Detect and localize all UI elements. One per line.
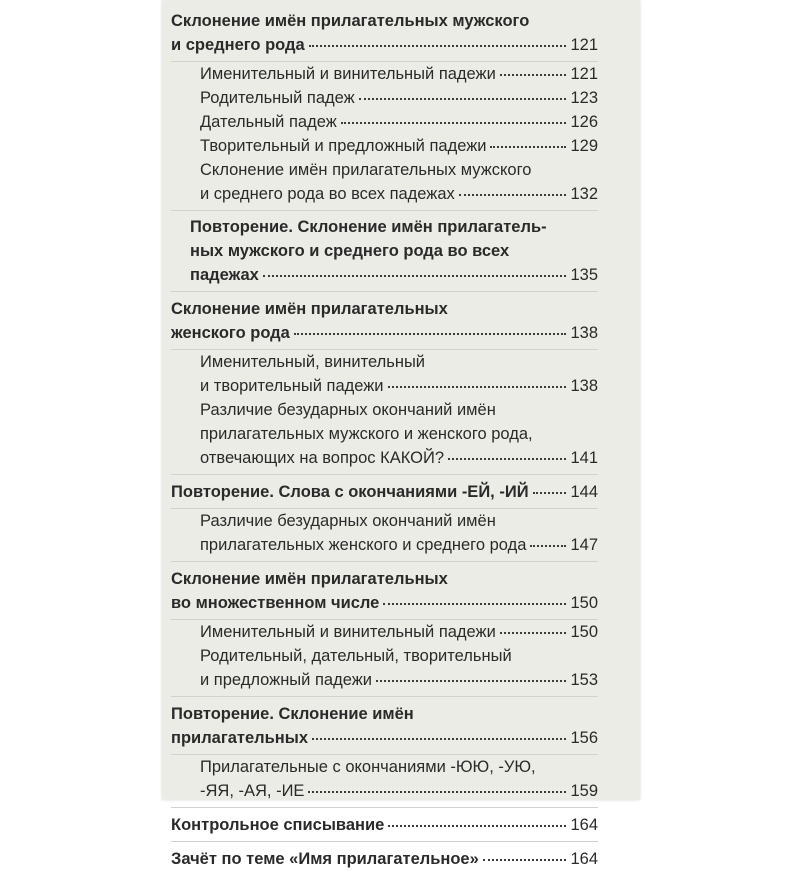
dot-leader xyxy=(490,146,566,148)
toc-entry-text: прилагательных мужского и женского рода, xyxy=(200,425,533,443)
toc-entry-text: и творительный падежи xyxy=(200,377,384,395)
dot-leader xyxy=(448,458,566,460)
toc-entry-text: и предложный падежи xyxy=(200,671,372,689)
dot-leader xyxy=(359,98,566,100)
toc-entry-text: Склонение имён прилагательных xyxy=(171,570,448,588)
dot-leader xyxy=(294,333,566,335)
dot-leader xyxy=(263,275,566,277)
toc-entry xyxy=(171,620,598,644)
page-number: 121 xyxy=(570,36,598,54)
toc-entry-text: Повторение. Склонение имён xyxy=(171,705,414,723)
dot-leader xyxy=(530,545,566,547)
toc-entry-text: падежах xyxy=(190,266,259,284)
toc-entry-text: и среднего рода xyxy=(171,36,305,54)
toc-entry-text: прилагательных женского и среднего рода xyxy=(200,536,527,554)
dot-leader xyxy=(388,825,566,827)
toc-entry-text: Повторение. Слова с окончаниями -ЕЙ, -ИЙ xyxy=(171,483,529,501)
toc-entry-text: отвечающих на вопрос КАКОЙ? xyxy=(200,449,445,467)
dot-leader xyxy=(309,45,566,47)
page-number: 123 xyxy=(570,89,598,107)
page-number: 156 xyxy=(570,729,598,747)
toc-entry-text: Родительный падеж xyxy=(200,89,355,107)
page-number: 150 xyxy=(570,594,598,612)
page-number: 132 xyxy=(570,185,598,203)
toc-entry-text: Склонение имён прилагательных мужского xyxy=(200,161,532,179)
page-number: 138 xyxy=(570,324,598,342)
page-number: 164 xyxy=(570,850,598,868)
page-number: 138 xyxy=(570,377,598,395)
page-number: 126 xyxy=(570,113,598,131)
toc-entry xyxy=(171,9,598,57)
toc-entry-text: Склонение имён прилагательных xyxy=(171,300,448,318)
dot-leader xyxy=(341,122,566,124)
toc-entry-text: женского рода xyxy=(171,324,290,342)
toc-entry xyxy=(171,755,598,803)
dot-leader xyxy=(500,74,566,76)
page-number: 121 xyxy=(570,65,598,83)
toc-entry-text: Зачёт по теме «Имя прилагательное» xyxy=(171,850,479,868)
toc-entry-text: Именительный и винительный падежи xyxy=(200,65,496,83)
toc-entry-text: во множественном числе xyxy=(171,594,380,612)
dot-leader xyxy=(308,791,566,793)
toc-entry xyxy=(171,702,598,750)
toc-entry-text: Контрольное списывание xyxy=(171,816,385,834)
page-number: 135 xyxy=(570,266,598,284)
divider xyxy=(171,561,598,562)
page-number: 150 xyxy=(570,623,598,641)
toc-entry-text: -ЯЯ, -АЯ, -ИЕ xyxy=(200,782,305,800)
toc-entry-text: Родительный, дательный, творительный xyxy=(200,647,512,665)
toc-entry xyxy=(171,134,598,158)
toc-entry-text: Повторение. Склонение имён прилагатель- xyxy=(190,218,547,236)
page-number: 164 xyxy=(570,816,598,834)
page-number: 153 xyxy=(570,671,598,689)
dot-leader xyxy=(533,492,566,494)
toc-entry-text: Различие безударных окончаний имён xyxy=(200,512,496,530)
dot-leader xyxy=(383,603,566,605)
page-number: 141 xyxy=(570,449,598,467)
toc-entry xyxy=(171,215,598,287)
divider xyxy=(171,696,598,697)
toc-entry-text: Различие безударных окончаний имён xyxy=(200,401,496,419)
toc-entry xyxy=(171,110,598,134)
toc-entry xyxy=(171,86,598,110)
toc-entry-text: прилагательных xyxy=(171,729,309,747)
divider xyxy=(171,210,598,211)
toc-entry xyxy=(171,350,598,398)
toc-entry-text: Дательный падеж xyxy=(200,113,337,131)
toc-entry xyxy=(171,847,598,871)
page-number: 147 xyxy=(570,536,598,554)
dot-leader xyxy=(459,194,566,196)
toc-entry xyxy=(171,567,598,615)
toc-entry xyxy=(171,480,598,504)
toc-entry-text: Прилагательные с окончаниями -ЮЮ, -УЮ, xyxy=(200,758,536,776)
dot-leader xyxy=(376,680,566,682)
dot-leader xyxy=(388,386,567,388)
toc-entry-text: ных мужского и среднего рода во всех xyxy=(190,242,510,260)
table-of-contents xyxy=(171,9,598,871)
dot-leader xyxy=(500,632,566,634)
page-number: 144 xyxy=(570,483,598,501)
toc-entry-text: Именительный и винительный падежи xyxy=(200,623,496,641)
toc-entry-text: Творительный и предложный падежи xyxy=(200,137,487,155)
divider xyxy=(171,807,598,808)
toc-entry xyxy=(171,297,598,345)
page-number: 159 xyxy=(570,782,598,800)
divider xyxy=(171,841,598,842)
toc-entry-text: и среднего рода во всех падежах xyxy=(200,185,455,203)
toc-entry xyxy=(171,62,598,86)
divider xyxy=(171,291,598,292)
toc-entry-text: Именительный, винительный xyxy=(200,353,426,371)
page-number: 129 xyxy=(570,137,598,155)
dot-leader xyxy=(312,738,566,740)
toc-entry-text: Склонение имён прилагательных мужского xyxy=(171,12,530,30)
toc-entry xyxy=(171,644,598,692)
dot-leader xyxy=(483,859,566,861)
toc-entry xyxy=(171,509,598,557)
toc-entry xyxy=(171,398,598,470)
toc-entry xyxy=(171,813,598,837)
toc-entry xyxy=(171,158,598,206)
divider xyxy=(171,474,598,475)
